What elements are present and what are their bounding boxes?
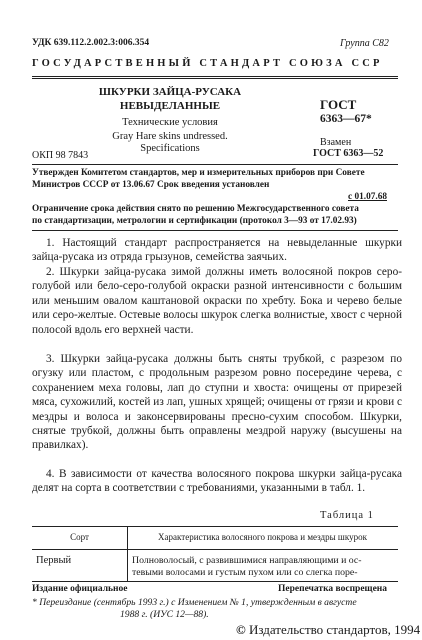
official-edition: Издание официальное (32, 584, 128, 594)
copyright-icon: © (236, 622, 246, 637)
gost-label: ГОСТ (320, 97, 357, 112)
approval-line1: Утвержден Комитетом стандартов, мер и измерительных приборов при Совете (32, 168, 365, 178)
table-column-divider (127, 526, 128, 582)
doc-title-line1: ШКУРКИ ЗАЙЦА-РУСАКА (98, 86, 242, 98)
table-row-text-line1: Полноволосый, с развившимися направляющими и ос- (132, 555, 362, 566)
banner-rule (32, 76, 398, 77)
replaces-label: Взамен (320, 137, 352, 148)
table-caption: Таблица 1 (320, 510, 374, 521)
paragraph-2 (32, 265, 402, 337)
english-title-line1: Gray Hare skins undressed. (112, 131, 228, 142)
effective-date: с 01.07.68 (348, 192, 387, 202)
reissue-note-line1: * Переиздание (сентябрь 1993 г.) с Изменением № 1, утвержденным в августе (32, 597, 357, 608)
paragraph-3-text: 3. Шкурки зайца-русака должны быть сняты трубкой, с разрезом по огузку или пластом, с продольным разрезом ровно посередине черева, с сохранением меха головы, лап до ступни и хвоста: очищены от прирезей мяса, сухожилий, костей из лап, ушных хрящей; очищены от грязи и крови с мездры и волоса и законсервированы пресно-сухим способом. Шкурки, снятые трубкой, должны быть оправлены мездрой наружу (высушены на правилках). (32, 353, 402, 452)
doc-subtitle: Технические условия (122, 117, 218, 128)
paragraph-1 (32, 236, 402, 265)
gost-number: 6363—67* (320, 113, 372, 125)
table-header-characteristics: Характеристика волосяного покрова и мездры шкурок (158, 532, 367, 542)
table-header-sort: Сорт (70, 532, 89, 542)
banner-rule-2 (32, 78, 398, 79)
group-code: Группа С82 (340, 38, 389, 49)
approval-line4: по стандартизации, метрологии и сертификации (протокол 3—93 от 17.02.93) (32, 216, 357, 226)
table-bottom-rule (32, 581, 398, 582)
table-top-rule (32, 526, 398, 527)
okp-code: ОКП 98 7843 (32, 150, 89, 161)
reprint-prohibited: Перепечатка воспрещена (278, 584, 388, 594)
paragraph-3 (32, 352, 402, 453)
publisher-copyright: Издательство стандартов, 1994 (248, 622, 421, 637)
table-row-text-line2: тевыми волосами и густым пухом или со слегка поре- (132, 567, 358, 578)
udk-code: УДК 639.112.2.002.3:006.354 (32, 38, 150, 48)
title-block-rule (32, 164, 398, 165)
replaces-gost: ГОСТ 6363—52 (313, 148, 384, 159)
approval-rule (32, 230, 398, 231)
table-header-rule (32, 549, 398, 550)
approval-line3: Ограничение срока действия снято по решению Межгосударственного совета (32, 204, 359, 214)
paragraph-4-text: 4. В зависимости от качества волосяного покрова шкурки зайца-русака делят на сорта в соответствии с требованиями, указанными в табл. 1. (32, 468, 402, 495)
approval-line2: Министров СССР от 13.06.67 Срок введения установлен (32, 180, 270, 190)
standard-banner: ГОСУДАРСТВЕННЫЙ СТАНДАРТ СОЮЗА ССР (32, 58, 383, 69)
doc-title-line2: НЕВЫДЕЛАННЫЕ (119, 100, 221, 112)
reissue-note-line2: 1988 г. (ИУС 12—88). (120, 609, 209, 620)
paragraph-1-text: 1. Настоящий стандарт распространяется на невыделанные шкурки зайца-русака из отряда грызунов, семейства заячьих. (32, 237, 402, 264)
copyright-line (236, 622, 420, 638)
paragraph-2-text: 2. Шкурки зайца-русака зимой должны иметь волосяной покров серо-голубой или бело-серо-голубой окраски разной интенсивности с большим или меньшим овалом каштановой окраски по хребту. Бока и черево белые или серо-желтые. Остевые волосы шкурок слегка волнистые, хвост с черной полосой вдоль его верхней части. (32, 266, 402, 336)
table-row-sort: Первый (36, 555, 72, 566)
english-title-line2: Specifications (140, 143, 200, 154)
paragraph-4 (32, 467, 402, 496)
